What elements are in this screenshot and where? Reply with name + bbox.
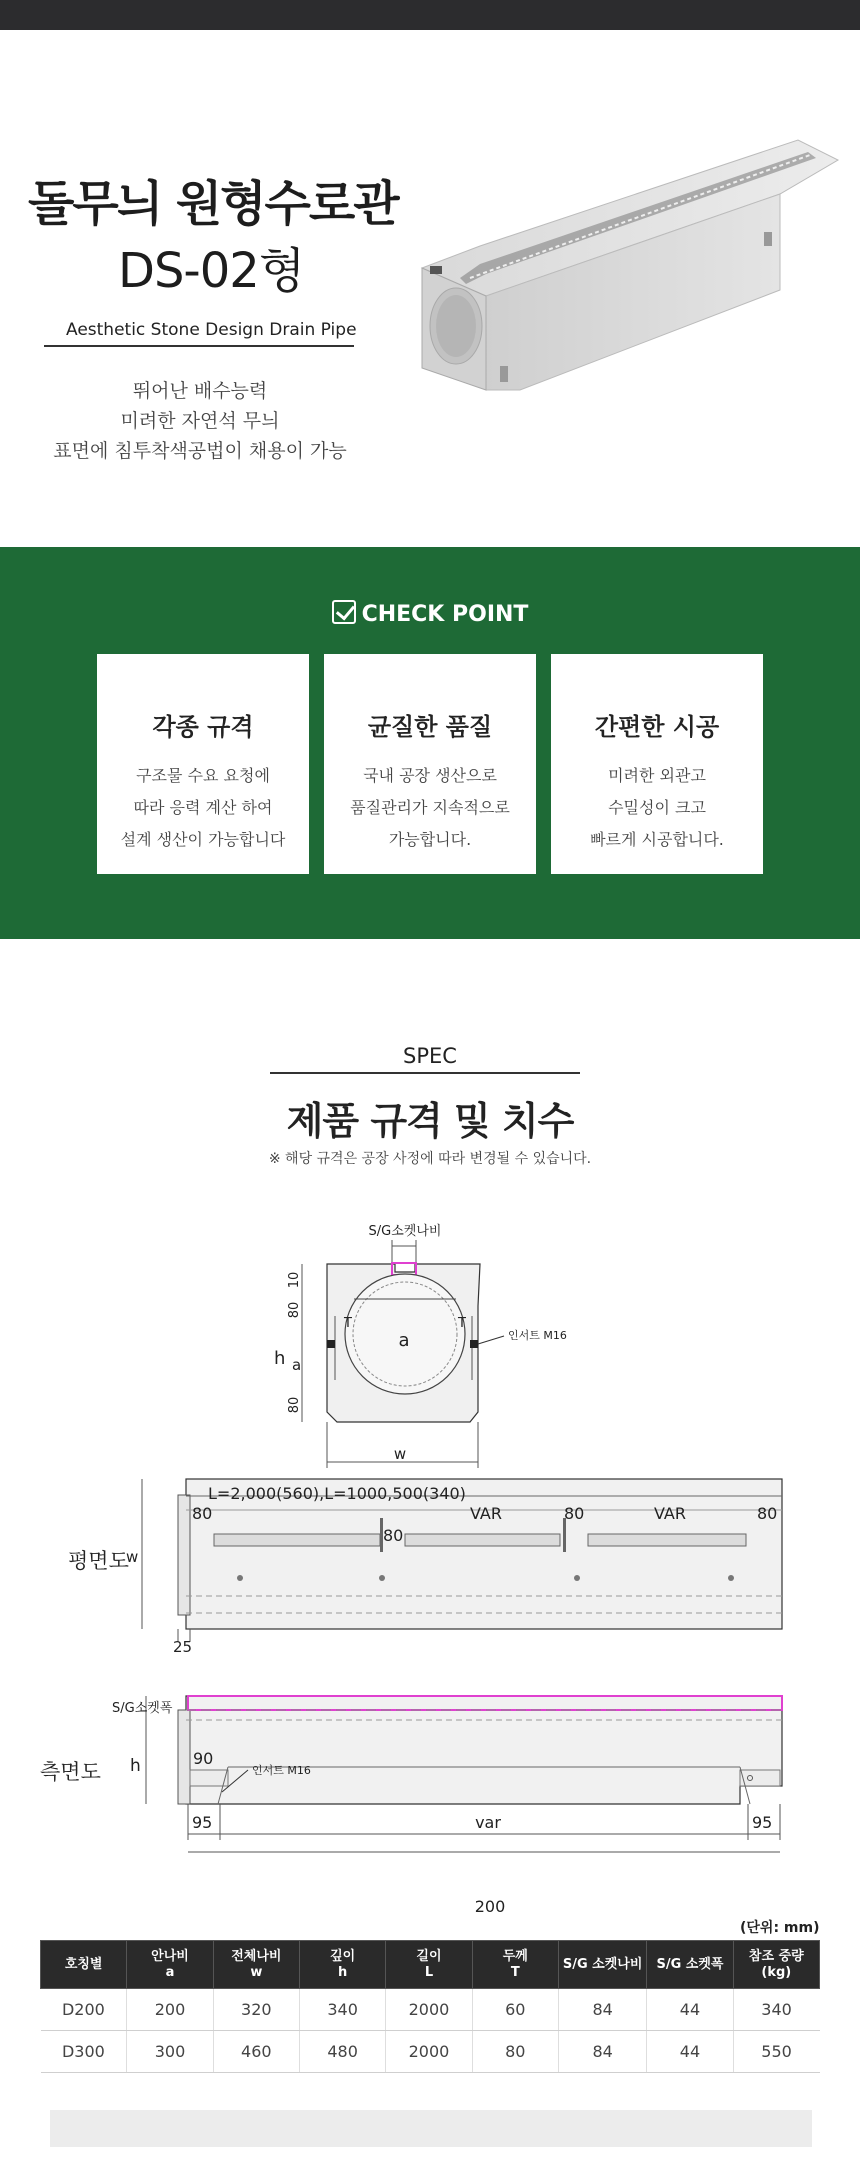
- card-line: 빠르게 시공합니다.: [590, 830, 724, 849]
- technical-drawing: [0, 1200, 860, 1920]
- plan-dim-var-2: VAR: [654, 1504, 686, 1523]
- product-subtitle-en: Aesthetic Stone Design Drain Pipe: [66, 320, 357, 340]
- side-socket-label: S/G소켓폭: [112, 1701, 173, 1716]
- feature-list: [40, 376, 360, 466]
- side-dim-var: var: [475, 1813, 501, 1832]
- table-cell: 84: [558, 2031, 646, 2073]
- dim-w: w: [393, 1445, 407, 1463]
- card-title: 각종 규격: [152, 713, 254, 741]
- card-line: 따라 응력 계산 하여: [133, 798, 273, 817]
- check-point-heading: [0, 600, 860, 627]
- side-dim-h: h: [130, 1756, 141, 1776]
- table-header-cell: 길이 L: [386, 1941, 472, 1989]
- feature-card: [551, 654, 763, 874]
- side-dim-total: 200: [474, 1897, 506, 1916]
- dim-t-right: T: [458, 1316, 466, 1331]
- side-dim-95-left: 95: [192, 1813, 213, 1832]
- spec-label: SPEC: [403, 1044, 457, 1068]
- insert-label: 인서트 M16: [508, 1329, 567, 1342]
- table-cell: 340: [733, 1989, 819, 2031]
- bottom-bar: [50, 2110, 812, 2147]
- plan-dim-w: w: [126, 1548, 139, 1566]
- side-insert-label: 인서트 M16: [252, 1764, 311, 1777]
- feature-line: 표면에 침투착색공법이 채용이 가능: [53, 440, 347, 462]
- spec-table: [40, 1940, 820, 2073]
- table-cell: 84: [558, 1989, 646, 2031]
- side-dim-95-right: 95: [752, 1813, 773, 1832]
- table-header-cell: 참조 중량 (kg): [733, 1941, 819, 1989]
- table-header-cell: 두께 T: [472, 1941, 558, 1989]
- table-row: [41, 2031, 820, 2073]
- product-image: [420, 138, 840, 398]
- card-line: 국내 공장 생산으로: [363, 766, 497, 785]
- table-header-cell: 호칭별: [41, 1941, 127, 1989]
- table-cell: 44: [647, 1989, 733, 2031]
- card-line: 수밀성이 크고: [608, 798, 706, 817]
- socket-width-label: S/G소켓나비: [368, 1224, 442, 1239]
- table-header-cell: 전체나비 w: [213, 1941, 299, 1989]
- table-cell: 2000: [386, 1989, 472, 2031]
- table-cell: 460: [213, 2031, 299, 2073]
- dim-a-inner: a: [398, 1330, 410, 1351]
- card-title: 간편한 시공: [594, 713, 720, 741]
- table-cell: 340: [299, 1989, 385, 2031]
- table-cell: 480: [299, 2031, 385, 2073]
- table-header-cell: S/G 소켓폭: [647, 1941, 733, 1989]
- table-row: [41, 1989, 820, 2031]
- table-cell: D300: [41, 2031, 127, 2073]
- plan-view: [68, 1479, 782, 1656]
- table-cell: 44: [647, 2031, 733, 2073]
- spec-underline: [270, 1072, 580, 1074]
- card-line: 설계 생산이 가능합니다: [120, 830, 286, 849]
- card-line: 품질관리가 지속적으로: [350, 798, 510, 817]
- card-line: 미려한 외관고: [608, 766, 706, 785]
- side-view: [40, 1696, 782, 1916]
- dim-10: 10: [287, 1271, 302, 1289]
- table-cell: 300: [127, 2031, 213, 2073]
- table-header-cell: 깊이 h: [299, 1941, 385, 1989]
- table-cell: 200: [127, 1989, 213, 2031]
- card-title: 균질한 품질: [367, 713, 493, 741]
- table-cell: 2000: [386, 2031, 472, 2073]
- check-point-label: CHECK POINT: [361, 602, 529, 627]
- table-cell: 320: [213, 1989, 299, 2031]
- feature-line: 미려한 자연석 무늬: [120, 410, 280, 432]
- table-cell: 80: [472, 2031, 558, 2073]
- plan-dim-25: 25: [173, 1638, 193, 1656]
- dim-a-side: a: [292, 1356, 302, 1374]
- plan-view-name: 평면도: [68, 1549, 129, 1573]
- section-view: [274, 1223, 567, 1468]
- table-header-row: [41, 1941, 820, 1989]
- plan-dim-80-center: 80: [383, 1526, 404, 1545]
- plan-length-note: L=2,000(560),L=1000,500(340): [208, 1484, 466, 1503]
- feature-line: 뛰어난 배수능력: [132, 380, 268, 402]
- plan-dim-80-mid: 80: [564, 1504, 585, 1523]
- product-model: DS-02형: [118, 243, 305, 299]
- card-line: 구조물 수요 요청에: [136, 766, 270, 785]
- product-title: 돌무늬 원형수로관: [28, 176, 398, 232]
- table-cell: D200: [41, 1989, 127, 2031]
- table-header-cell: 안나비 a: [127, 1941, 213, 1989]
- subtitle-underline: [44, 345, 354, 347]
- plan-dim-80-left: 80: [192, 1504, 213, 1523]
- side-dim-90: 90: [193, 1749, 214, 1768]
- spec-title: 제품 규격 및 치수: [286, 1099, 574, 1143]
- feature-card: [324, 654, 536, 874]
- plan-dim-var-1: VAR: [470, 1504, 502, 1523]
- table-cell: 60: [472, 1989, 558, 2031]
- side-view-name: 측면도: [40, 1760, 101, 1784]
- top-bar: [0, 0, 860, 30]
- spec-note: ※ 해당 규격은 공장 사정에 따라 변경될 수 있습니다.: [268, 1151, 592, 1167]
- table-cell: 550: [733, 2031, 819, 2073]
- table-header-cell: S/G 소켓나비: [558, 1941, 646, 1989]
- dim-80-bottom: 80: [287, 1396, 302, 1414]
- plan-dim-80-right: 80: [757, 1504, 778, 1523]
- dim-h: h: [274, 1348, 286, 1369]
- dim-80-top: 80: [287, 1301, 302, 1319]
- unit-label: (단위: mm): [740, 1920, 820, 1936]
- card-line: 가능합니다.: [388, 830, 472, 849]
- dim-t-left: T: [344, 1316, 352, 1331]
- feature-card: [97, 654, 309, 874]
- checkbox-icon: [332, 600, 356, 624]
